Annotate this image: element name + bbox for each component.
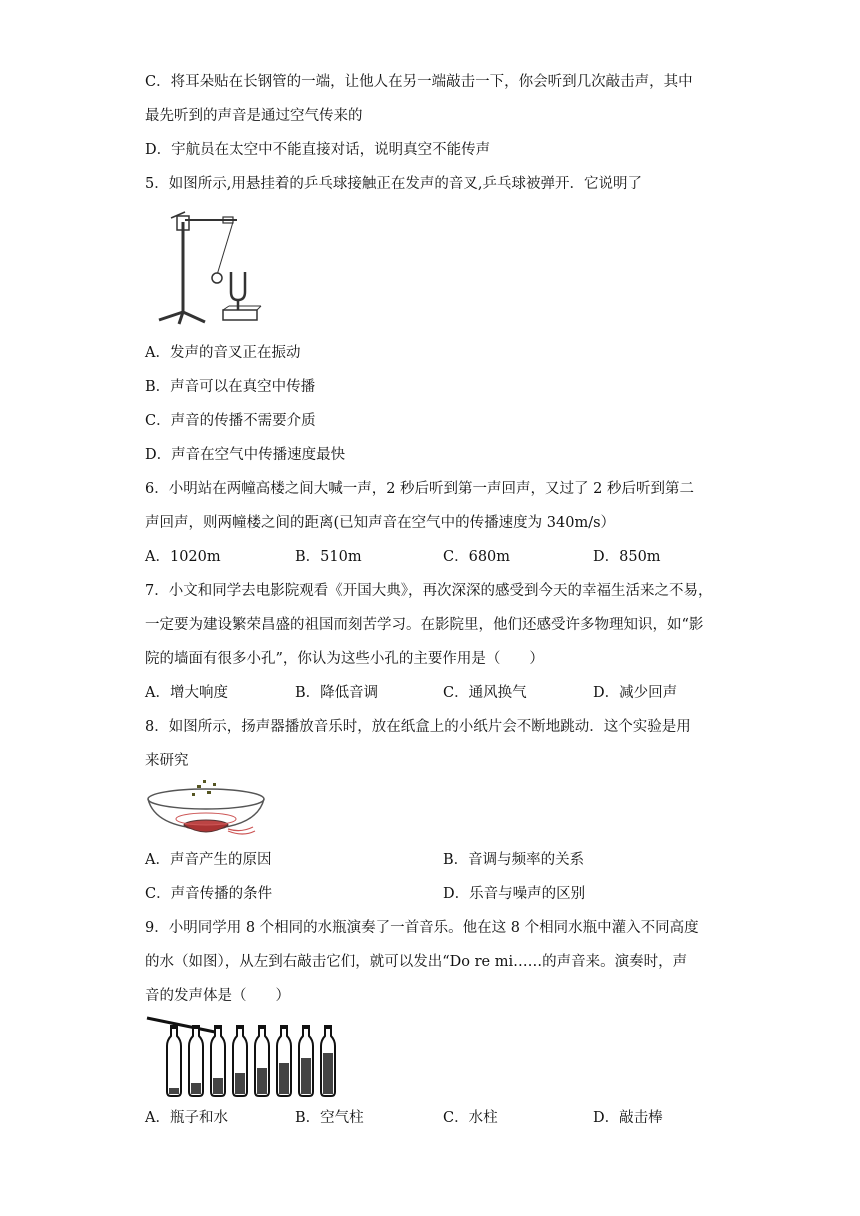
q7-option-c: C．通风换气	[443, 685, 527, 701]
q5-stem: 5．如图所示,用悬挂着的乒乓球接触正在发声的音叉,乒乓球被弹开．它说明了	[145, 176, 642, 192]
q8-stem-line2: 来研究	[145, 753, 189, 769]
q9-stem-line1: 9．小明同学用 8 个相同的水瓶演奏了一首音乐。他在这 8 个相同水瓶中灌入不同高度	[145, 920, 699, 936]
q9-option-d: D．敲击棒	[593, 1110, 663, 1126]
q8-option-c: C．声音传播的条件	[145, 886, 273, 902]
q5-option-a: A．发声的音叉正在振动	[145, 345, 301, 361]
q7-stem-line1: 7．小文和同学去电影院观看《开国大典》，再次深深的感受到今天的幸福生活来之不易，	[145, 583, 713, 599]
speaker-paper-figure	[145, 775, 267, 841]
q7-option-d: D．减少回声	[593, 685, 678, 701]
q5-option-b: B．声音可以在真空中传播	[145, 379, 316, 395]
q8-option-b: B．音调与频率的关系	[443, 852, 585, 868]
q9-option-c: C．水柱	[443, 1110, 498, 1126]
q8-option-a: A．声音产生的原因	[145, 852, 272, 868]
q7-stem-line2: 一定要为建设繁荣昌盛的祖国而刻苦学习。在影院里，他们还感受许多物理知识，如“影	[145, 617, 704, 633]
q5-option-c: C．声音的传播不需要介质	[145, 413, 316, 429]
q6-option-a: A．1020m	[145, 549, 221, 565]
q7-stem-line3: 院的墙面有很多小孔”，你认为这些小孔的主要作用是（ ）	[145, 651, 544, 667]
q6-stem-line1: 6．小明站在两幢高楼之间大喊一声，2 秒后听到第一声回声，又过了 2 秒后听到第二	[145, 481, 695, 497]
q6-stem-line2: 声回声，则两幢楼之间的距离(已知声音在空气中的传播速度为 340m/s）	[145, 515, 616, 531]
q8-stem-line1: 8．如图所示，扬声器播放音乐时，放在纸盒上的小纸片会不断地跳动．这个实验是用	[145, 719, 691, 735]
q7-option-b: B．降低音调	[295, 685, 379, 701]
q9-option-b: B．空气柱	[295, 1110, 364, 1126]
water-bottles-figure	[145, 1012, 347, 1098]
q5-option-d: D．声音在空气中传播速度最快	[145, 447, 346, 463]
q9-option-a: A．瓶子和水	[145, 1110, 228, 1126]
q4-option-c-line2: 最先听到的声音是通过空气传来的	[145, 108, 363, 124]
q6-option-d: D．850m	[593, 549, 661, 565]
q4-option-d: D．宇航员在太空中不能直接对话，说明真空不能传声	[145, 142, 491, 158]
q8-option-d: D．乐音与噪声的区别	[443, 886, 586, 902]
q6-option-b: B．510m	[295, 549, 362, 565]
q7-option-a: A．增大响度	[145, 685, 228, 701]
q9-stem-line2: 的水（如图），从左到右敲击它们，就可以发出“Do re mi……的声音来。演奏时，声	[145, 954, 688, 970]
q6-option-c: C．680m	[443, 549, 511, 565]
q4-option-c-line1: C．将耳朵贴在长钢管的一端，让他人在另一端敲击一下，你会听到几次敲击声，其中	[145, 74, 693, 90]
q9-stem-line3: 音的发声体是（ ）	[145, 988, 290, 1004]
tuning-fork-pendulum-figure	[145, 200, 265, 330]
